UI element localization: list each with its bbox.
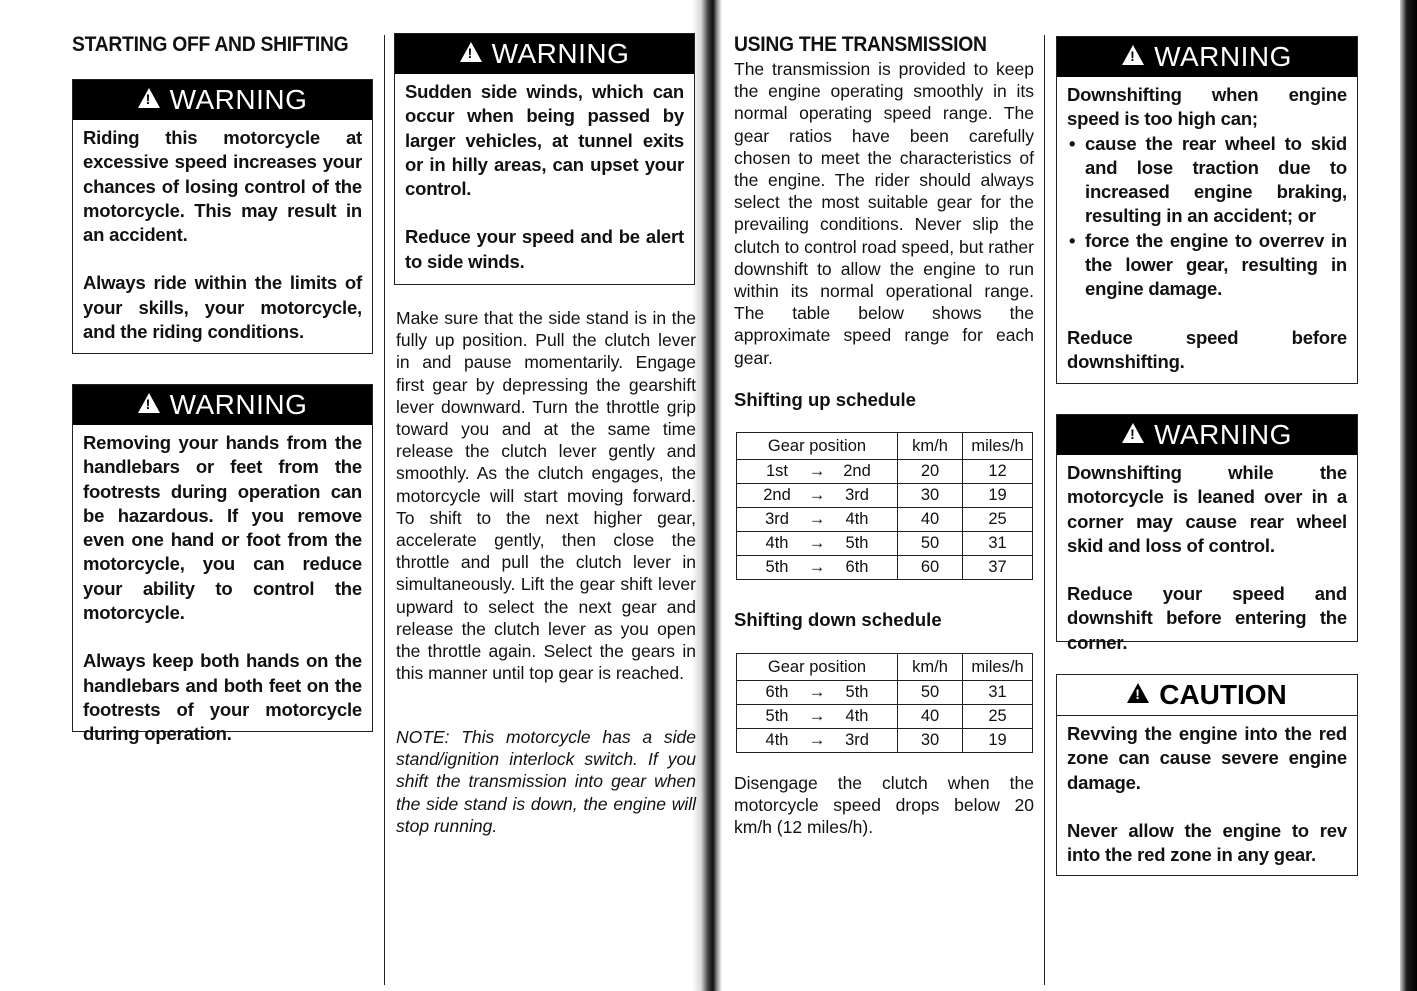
mph-cell: 31 bbox=[963, 532, 1033, 556]
section-heading-starting-off: STARTING OFF AND SHIFTING bbox=[72, 33, 349, 56]
warning-header bbox=[73, 385, 372, 425]
kmh-cell: 50 bbox=[898, 681, 963, 705]
table-header-row bbox=[737, 433, 1033, 460]
gear-cell: 2nd → 3rd bbox=[737, 484, 898, 508]
column-divider-left bbox=[384, 35, 385, 985]
book-spine bbox=[692, 0, 722, 991]
column-header: Gear position bbox=[737, 433, 898, 460]
warning-triangle-icon bbox=[1122, 423, 1144, 443]
table-row bbox=[737, 508, 1033, 532]
warning-instruction: Always ride within the limits of your skills, your motorcycle, and the riding conditions. bbox=[83, 272, 362, 343]
kmh-cell: 30 bbox=[898, 729, 963, 753]
column-header: km/h bbox=[898, 433, 963, 460]
column-divider-right bbox=[1044, 35, 1045, 985]
table-row bbox=[737, 681, 1033, 705]
kmh-cell: 40 bbox=[898, 508, 963, 532]
shift-up-table bbox=[736, 432, 1033, 580]
warning-bullet: • force the engine to overrev in the lower gear, resulting in engine damage. bbox=[1085, 229, 1347, 302]
page-edge bbox=[1400, 0, 1417, 991]
warning-box-cornering bbox=[1056, 414, 1358, 653]
gear-cell: 5th → 4th bbox=[737, 705, 898, 729]
warning-instruction: Reduce your speed and downshift before entering the corner. bbox=[1067, 583, 1347, 653]
table-header-row bbox=[737, 654, 1033, 681]
body-paragraph: Make sure that the side stand is in the fully up position. Pull the clutch lever in and pause momentarily. Engage first gear by depressing the gearshift lever downward. Turn the throttle grip toward you and at the same time release the clutch lever gently and smoothly. As the clutch engages, the motorcycle will start moving forward. To shift to the next higher gear, accelerate gently, then close the throttle and pull the clutch lever in simultaneously. Lift the gear shift lever upward to select the next gear and release the clutch lever as you open the throttle again. Select the gears in this manner until top gear is reached. bbox=[396, 308, 696, 684]
body-paragraph: Disengage the clutch when the motorcycle speed drops below 20 km/h (12 miles/h). bbox=[734, 773, 1034, 838]
table-row bbox=[737, 484, 1033, 508]
warning-box-downshift-speed bbox=[1056, 36, 1358, 384]
kmh-cell: 30 bbox=[898, 484, 963, 508]
shift-down-title: Shifting down schedule bbox=[734, 609, 942, 630]
shift-up-title: Shifting up schedule bbox=[734, 389, 916, 410]
table-row bbox=[737, 729, 1033, 753]
column-header: miles/h bbox=[963, 654, 1033, 681]
kmh-cell: 60 bbox=[898, 556, 963, 580]
warning-box-side-winds bbox=[394, 33, 695, 285]
kmh-cell: 20 bbox=[898, 460, 963, 484]
disengage-clutch-text bbox=[734, 772, 1034, 839]
warning-label: WARNING bbox=[169, 389, 308, 420]
warning-text: Downshifting while the motorcycle is leaned over in a corner may cause rear wheel skid and loss of control. bbox=[1067, 462, 1347, 556]
caution-label: CAUTION bbox=[1159, 679, 1287, 710]
warning-text: Riding this motorcycle at excessive speed increases your chances of losing control of the motorcycle. This may result in an accident. bbox=[83, 127, 362, 246]
warning-label: WARNING bbox=[1154, 419, 1292, 450]
mph-cell: 25 bbox=[963, 508, 1033, 532]
warning-triangle-icon bbox=[138, 88, 160, 108]
warning-instruction: Reduce speed before downshifting. bbox=[1067, 326, 1347, 372]
mph-cell: 12 bbox=[963, 460, 1033, 484]
gear-cell: 6th → 5th bbox=[737, 681, 898, 705]
warning-header bbox=[73, 80, 372, 120]
warning-header bbox=[1057, 415, 1357, 455]
side-stand-note bbox=[396, 726, 696, 837]
section-heading-transmission: USING THE TRANSMISSION bbox=[734, 33, 987, 56]
warning-box-hands-feet bbox=[72, 384, 373, 745]
warning-label: WARNING bbox=[169, 84, 308, 115]
column-header: km/h bbox=[898, 654, 963, 681]
warning-triangle-icon bbox=[138, 393, 160, 413]
warning-instruction: Always keep both hands on the handlebars and both feet on the footrests of your motorcycle during operation. bbox=[83, 650, 362, 745]
gear-cell: 4th → 3rd bbox=[737, 729, 898, 753]
gear-cell: 5th → 6th bbox=[737, 556, 898, 580]
warning-box-excessive-speed bbox=[72, 79, 373, 354]
caution-triangle-icon bbox=[1127, 683, 1149, 703]
gear-cell: 1st → 2nd bbox=[737, 460, 898, 484]
warning-triangle-icon bbox=[460, 42, 482, 62]
mph-cell: 31 bbox=[963, 681, 1033, 705]
warning-header bbox=[395, 34, 694, 74]
caution-instruction: Never allow the engine to rev into the red zone in any gear. bbox=[1067, 819, 1347, 866]
transmission-intro bbox=[734, 58, 1034, 369]
warning-label: WARNING bbox=[491, 38, 630, 69]
column-header: Gear position bbox=[737, 654, 898, 681]
starting-off-instructions bbox=[396, 307, 696, 684]
kmh-cell: 40 bbox=[898, 705, 963, 729]
mph-cell: 19 bbox=[963, 729, 1033, 753]
warning-header bbox=[1057, 37, 1357, 77]
warning-instruction: Reduce your speed and be alert to side winds. bbox=[405, 226, 684, 272]
body-paragraph: The transmission is provided to keep the engine operating smoothly in its normal operating speed range. The gear ratios have been carefully chosen to meet the characteristics of the engine. The rider should always select the most suitable gear for the prevailing conditions. Never slip the clutch to control road speed, but rather downshift to allow the engine to run within its normal operational range. The table below shows the approximate speed range for each gear. bbox=[734, 59, 1034, 368]
shift-down-table bbox=[736, 653, 1033, 753]
mph-cell: 25 bbox=[963, 705, 1033, 729]
warning-bullet: • cause the rear wheel to skid and lose traction due to increased engine braking, resulting in an accident; or bbox=[1085, 132, 1347, 229]
caution-box-red-zone bbox=[1056, 674, 1358, 876]
column-header: miles/h bbox=[963, 433, 1033, 460]
note-paragraph: NOTE: This motorcycle has a side stand/ignition interlock switch. If you shift the transmission into gear when the side stand is down, the engine will stop running. bbox=[396, 727, 696, 836]
table-row bbox=[737, 556, 1033, 580]
gear-cell: 4th → 5th bbox=[737, 532, 898, 556]
kmh-cell: 50 bbox=[898, 532, 963, 556]
mph-cell: 19 bbox=[963, 484, 1033, 508]
mph-cell: 37 bbox=[963, 556, 1033, 580]
table-row bbox=[737, 460, 1033, 484]
gear-cell: 3rd → 4th bbox=[737, 508, 898, 532]
warning-label: WARNING bbox=[1154, 41, 1292, 72]
table-row bbox=[737, 705, 1033, 729]
table-row bbox=[737, 532, 1033, 556]
caution-text: Revving the engine into the red zone can cause severe engine damage. bbox=[1067, 723, 1347, 793]
warning-text: Downshifting when engine speed is too high can; bbox=[1067, 84, 1347, 130]
warning-triangle-icon bbox=[1122, 45, 1144, 65]
warning-text: Sudden side winds, which can occur when being passed by larger vehicles, at tunnel exits or in hilly areas, can upset your control. bbox=[405, 81, 684, 200]
caution-header bbox=[1057, 675, 1357, 716]
warning-text: Removing your hands from the handlebars or feet from the footrests during operation can be hazardous. If you remove even one hand or foot from the motorcycle, you can reduce your ability to control the motorcycle. bbox=[83, 432, 362, 624]
